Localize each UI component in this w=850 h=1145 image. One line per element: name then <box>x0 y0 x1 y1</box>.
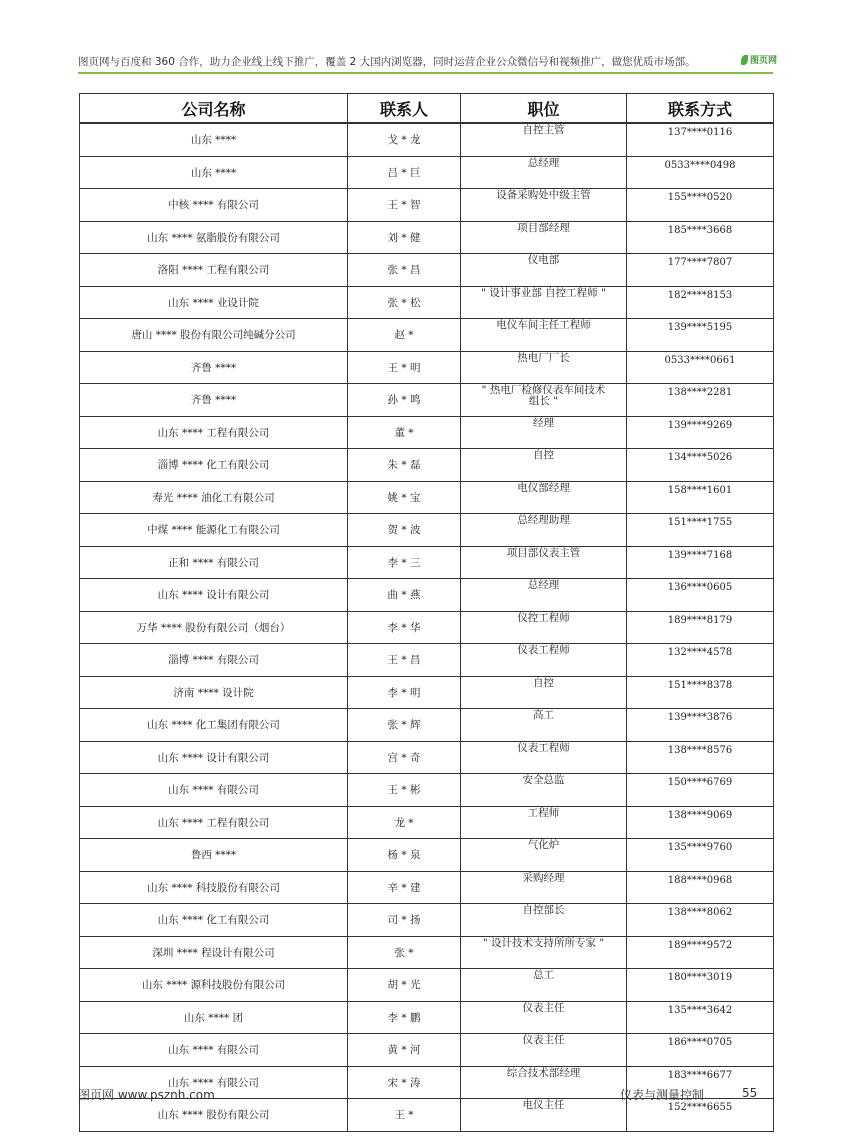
cell-contact: 宫 * 奇 <box>348 741 461 774</box>
cell-company: 山东 **** 设计有限公司 <box>80 741 348 774</box>
logo-text: 图页网 <box>750 56 778 66</box>
cell-contact: 王 * 智 <box>348 189 461 222</box>
cell-phone: 155****0520 <box>627 189 774 222</box>
cell-phone: 138****8576 <box>627 741 774 774</box>
table-row <box>80 254 774 287</box>
cell-position: 综合技术部经理 <box>461 1066 627 1099</box>
cell-contact: 胡 * 光 <box>348 969 461 1002</box>
cell-position: 自控部长 <box>461 904 627 937</box>
cell-position: " 设计技术支持所所专家 " <box>461 936 627 969</box>
cell-company: 山东 **** 团 <box>80 1001 348 1034</box>
cell-company: 中核 **** 有限公司 <box>80 189 348 222</box>
cell-position: 高工 <box>461 709 627 742</box>
footer-site: 图页网 www.psznh.com <box>78 1088 215 1102</box>
cell-phone: 135****3642 <box>627 1001 774 1034</box>
cell-position: 电仪部经理 <box>461 481 627 514</box>
table-row <box>80 286 774 319</box>
cell-company: 中煤 **** 能源化工有限公司 <box>80 514 348 547</box>
cell-phone: 0533****0661 <box>627 351 774 384</box>
cell-company: 洛阳 **** 工程有限公司 <box>80 254 348 287</box>
cell-position: 自控 <box>461 676 627 709</box>
cell-position: 总经理 <box>461 579 627 612</box>
table-row <box>80 319 774 352</box>
cell-position: 仪表主任 <box>461 1034 627 1067</box>
banner-divider <box>78 72 773 74</box>
header-position: 职位 <box>461 94 627 124</box>
cell-company: 寿光 **** 油化工有限公司 <box>80 481 348 514</box>
cell-position: 仪控工程师 <box>461 611 627 644</box>
table-row <box>80 351 774 384</box>
cell-company: 唐山 **** 股份有限公司纯碱分公司 <box>80 319 348 352</box>
cell-contact: 李 * 三 <box>348 546 461 579</box>
table-row <box>80 936 774 969</box>
cell-position: 电仪车间主任工程师 <box>461 319 627 352</box>
table-row <box>80 546 774 579</box>
cell-company: 淄博 **** 化工有限公司 <box>80 449 348 482</box>
cell-contact: 司 * 扬 <box>348 904 461 937</box>
table-row <box>80 904 774 937</box>
cell-company: 山东 **** 化工集团有限公司 <box>80 709 348 742</box>
cell-phone: 152****6655 <box>627 1099 774 1132</box>
table-row <box>80 416 774 449</box>
cell-phone: 158****1601 <box>627 481 774 514</box>
cell-company: 山东 **** <box>80 123 348 156</box>
cell-company: 正和 **** 有限公司 <box>80 546 348 579</box>
cell-phone: 136****0605 <box>627 579 774 612</box>
cell-contact: 李 * 鹏 <box>348 1001 461 1034</box>
table-row <box>80 709 774 742</box>
cell-contact: 李 * 明 <box>348 676 461 709</box>
cell-company: 山东 **** 氨脂股份有限公司 <box>80 221 348 254</box>
cell-phone: 186****0705 <box>627 1034 774 1067</box>
cell-contact: 姚 * 宝 <box>348 481 461 514</box>
cell-contact: 吕 * 巨 <box>348 156 461 189</box>
cell-phone: 0533****0498 <box>627 156 774 189</box>
cell-company: 齐鲁 **** <box>80 384 348 417</box>
cell-company: 山东 **** <box>80 156 348 189</box>
footer-section: 仪表与测量控制 <box>620 1088 705 1102</box>
cell-phone: 137****0116 <box>627 123 774 156</box>
leaf-icon <box>741 55 748 65</box>
cell-phone: 180****3019 <box>627 969 774 1002</box>
cell-phone: 188****0968 <box>627 871 774 904</box>
top-banner <box>78 50 773 72</box>
cell-company: 淄博 **** 有限公司 <box>80 644 348 677</box>
cell-contact: 张 * 昌 <box>348 254 461 287</box>
table-body <box>80 123 774 1131</box>
cell-contact: 刘 * 健 <box>348 221 461 254</box>
cell-phone: 139****9269 <box>627 416 774 449</box>
cell-company: 山东 **** 工程有限公司 <box>80 416 348 449</box>
table-row <box>80 579 774 612</box>
table-row <box>80 969 774 1002</box>
table-row <box>80 1001 774 1034</box>
table-row <box>80 806 774 839</box>
cell-company: 山东 **** 工程有限公司 <box>80 806 348 839</box>
cell-company: 深圳 **** 程设计有限公司 <box>80 936 348 969</box>
table-row <box>80 189 774 222</box>
table-row <box>80 123 774 156</box>
cell-position: 总经理 <box>461 156 627 189</box>
cell-phone: 139****7168 <box>627 546 774 579</box>
cell-contact: 董 * <box>348 416 461 449</box>
table-row <box>80 676 774 709</box>
cell-phone: 150****6769 <box>627 774 774 807</box>
cell-contact: 赵 * <box>348 319 461 352</box>
cell-position: 设备采购处中级主管 <box>461 189 627 222</box>
cell-company: 万华 **** 股份有限公司（烟台） <box>80 611 348 644</box>
contacts-table <box>79 93 774 1132</box>
cell-position: 采购经理 <box>461 871 627 904</box>
cell-phone: 151****1755 <box>627 514 774 547</box>
cell-company: 山东 **** 有限公司 <box>80 1034 348 1067</box>
cell-company: 齐鲁 **** <box>80 351 348 384</box>
cell-position: 气化炉 <box>461 839 627 872</box>
cell-contact: 辛 * 建 <box>348 871 461 904</box>
table-row <box>80 774 774 807</box>
cell-position: 总工 <box>461 969 627 1002</box>
cell-contact: 王 * 明 <box>348 351 461 384</box>
header-phone: 联系方式 <box>627 94 774 124</box>
table-row <box>80 514 774 547</box>
cell-position: " 热电厂检修仪表车间技术组长 " <box>461 384 627 417</box>
cell-position: " 设计事业部 自控工程师 " <box>461 286 627 319</box>
cell-phone: 151****8378 <box>627 676 774 709</box>
cell-position: 项目部仪表主管 <box>461 546 627 579</box>
cell-contact: 戈 * 龙 <box>348 123 461 156</box>
cell-contact: 王 * <box>348 1099 461 1132</box>
cell-phone: 182****8153 <box>627 286 774 319</box>
cell-phone: 189****8179 <box>627 611 774 644</box>
cell-company: 山东 **** 有限公司 <box>80 774 348 807</box>
cell-position: 仪表工程师 <box>461 741 627 774</box>
cell-position: 电仪主任 <box>461 1099 627 1132</box>
cell-phone: 189****9572 <box>627 936 774 969</box>
table-row <box>80 741 774 774</box>
cell-position: 自控 <box>461 449 627 482</box>
cell-contact: 龙 * <box>348 806 461 839</box>
cell-company: 山东 **** 化工有限公司 <box>80 904 348 937</box>
cell-contact: 黄 * 河 <box>348 1034 461 1067</box>
cell-position: 工程师 <box>461 806 627 839</box>
cell-position: 总经理助理 <box>461 514 627 547</box>
cell-position: 仪表工程师 <box>461 644 627 677</box>
page-number: 55 <box>742 1086 758 1100</box>
table-row <box>80 1099 774 1132</box>
cell-position: 安全总监 <box>461 774 627 807</box>
table-row <box>80 156 774 189</box>
cell-phone: 138****2281 <box>627 384 774 417</box>
cell-contact: 曲 * 燕 <box>348 579 461 612</box>
table-row <box>80 611 774 644</box>
cell-contact: 张 * 辉 <box>348 709 461 742</box>
cell-company: 山东 **** 股份有限公司 <box>80 1099 348 1132</box>
banner-text: 图页网与百度和 360 合作，助力企业线上线下推广，覆盖 2 大国内浏览器，同时运营企业公众微信号和视频推广，做您优质市场部。 <box>78 55 696 68</box>
cell-company: 山东 **** 设计有限公司 <box>80 579 348 612</box>
table-row <box>80 871 774 904</box>
cell-contact: 宋 * 涛 <box>348 1066 461 1099</box>
cell-phone: 185****3668 <box>627 221 774 254</box>
cell-contact: 杨 * 泉 <box>348 839 461 872</box>
table-row <box>80 384 774 417</box>
cell-company: 山东 **** 源科技股份有限公司 <box>80 969 348 1002</box>
cell-position: 自控主管 <box>461 123 627 156</box>
cell-company: 山东 **** 有限公司 <box>80 1066 348 1099</box>
cell-company: 山东 **** 业设计院 <box>80 286 348 319</box>
cell-contact: 王 * 昌 <box>348 644 461 677</box>
cell-contact: 张 * 松 <box>348 286 461 319</box>
table-header-row <box>80 94 774 124</box>
cell-contact: 张 * <box>348 936 461 969</box>
cell-position: 经理 <box>461 416 627 449</box>
cell-position: 热电厂厂长 <box>461 351 627 384</box>
header-contact: 联系人 <box>348 94 461 124</box>
banner-logo <box>741 53 850 66</box>
cell-company: 山东 **** 科技股份有限公司 <box>80 871 348 904</box>
cell-position: 仪表主任 <box>461 1001 627 1034</box>
table-row <box>80 839 774 872</box>
cell-phone: 139****3876 <box>627 709 774 742</box>
table-row <box>80 221 774 254</box>
cell-position: 仪电部 <box>461 254 627 287</box>
cell-contact: 孙 * 鸣 <box>348 384 461 417</box>
cell-contact: 朱 * 磊 <box>348 449 461 482</box>
table-row <box>80 481 774 514</box>
cell-phone: 135****9760 <box>627 839 774 872</box>
cell-contact: 贺 * 波 <box>348 514 461 547</box>
cell-company: 济南 **** 设计院 <box>80 676 348 709</box>
cell-phone: 134****5026 <box>627 449 774 482</box>
cell-contact: 王 * 彬 <box>348 774 461 807</box>
header-company: 公司名称 <box>80 94 348 124</box>
cell-position: 项目部经理 <box>461 221 627 254</box>
table-row <box>80 644 774 677</box>
cell-contact: 李 * 华 <box>348 611 461 644</box>
table-row <box>80 1034 774 1067</box>
cell-phone: 177****7807 <box>627 254 774 287</box>
cell-phone: 138****9069 <box>627 806 774 839</box>
cell-company: 鲁西 **** <box>80 839 348 872</box>
cell-phone: 139****5195 <box>627 319 774 352</box>
cell-phone: 132****4578 <box>627 644 774 677</box>
table-row <box>80 449 774 482</box>
cell-phone: 138****8062 <box>627 904 774 937</box>
cell-phone: 183****6677 <box>627 1066 774 1099</box>
